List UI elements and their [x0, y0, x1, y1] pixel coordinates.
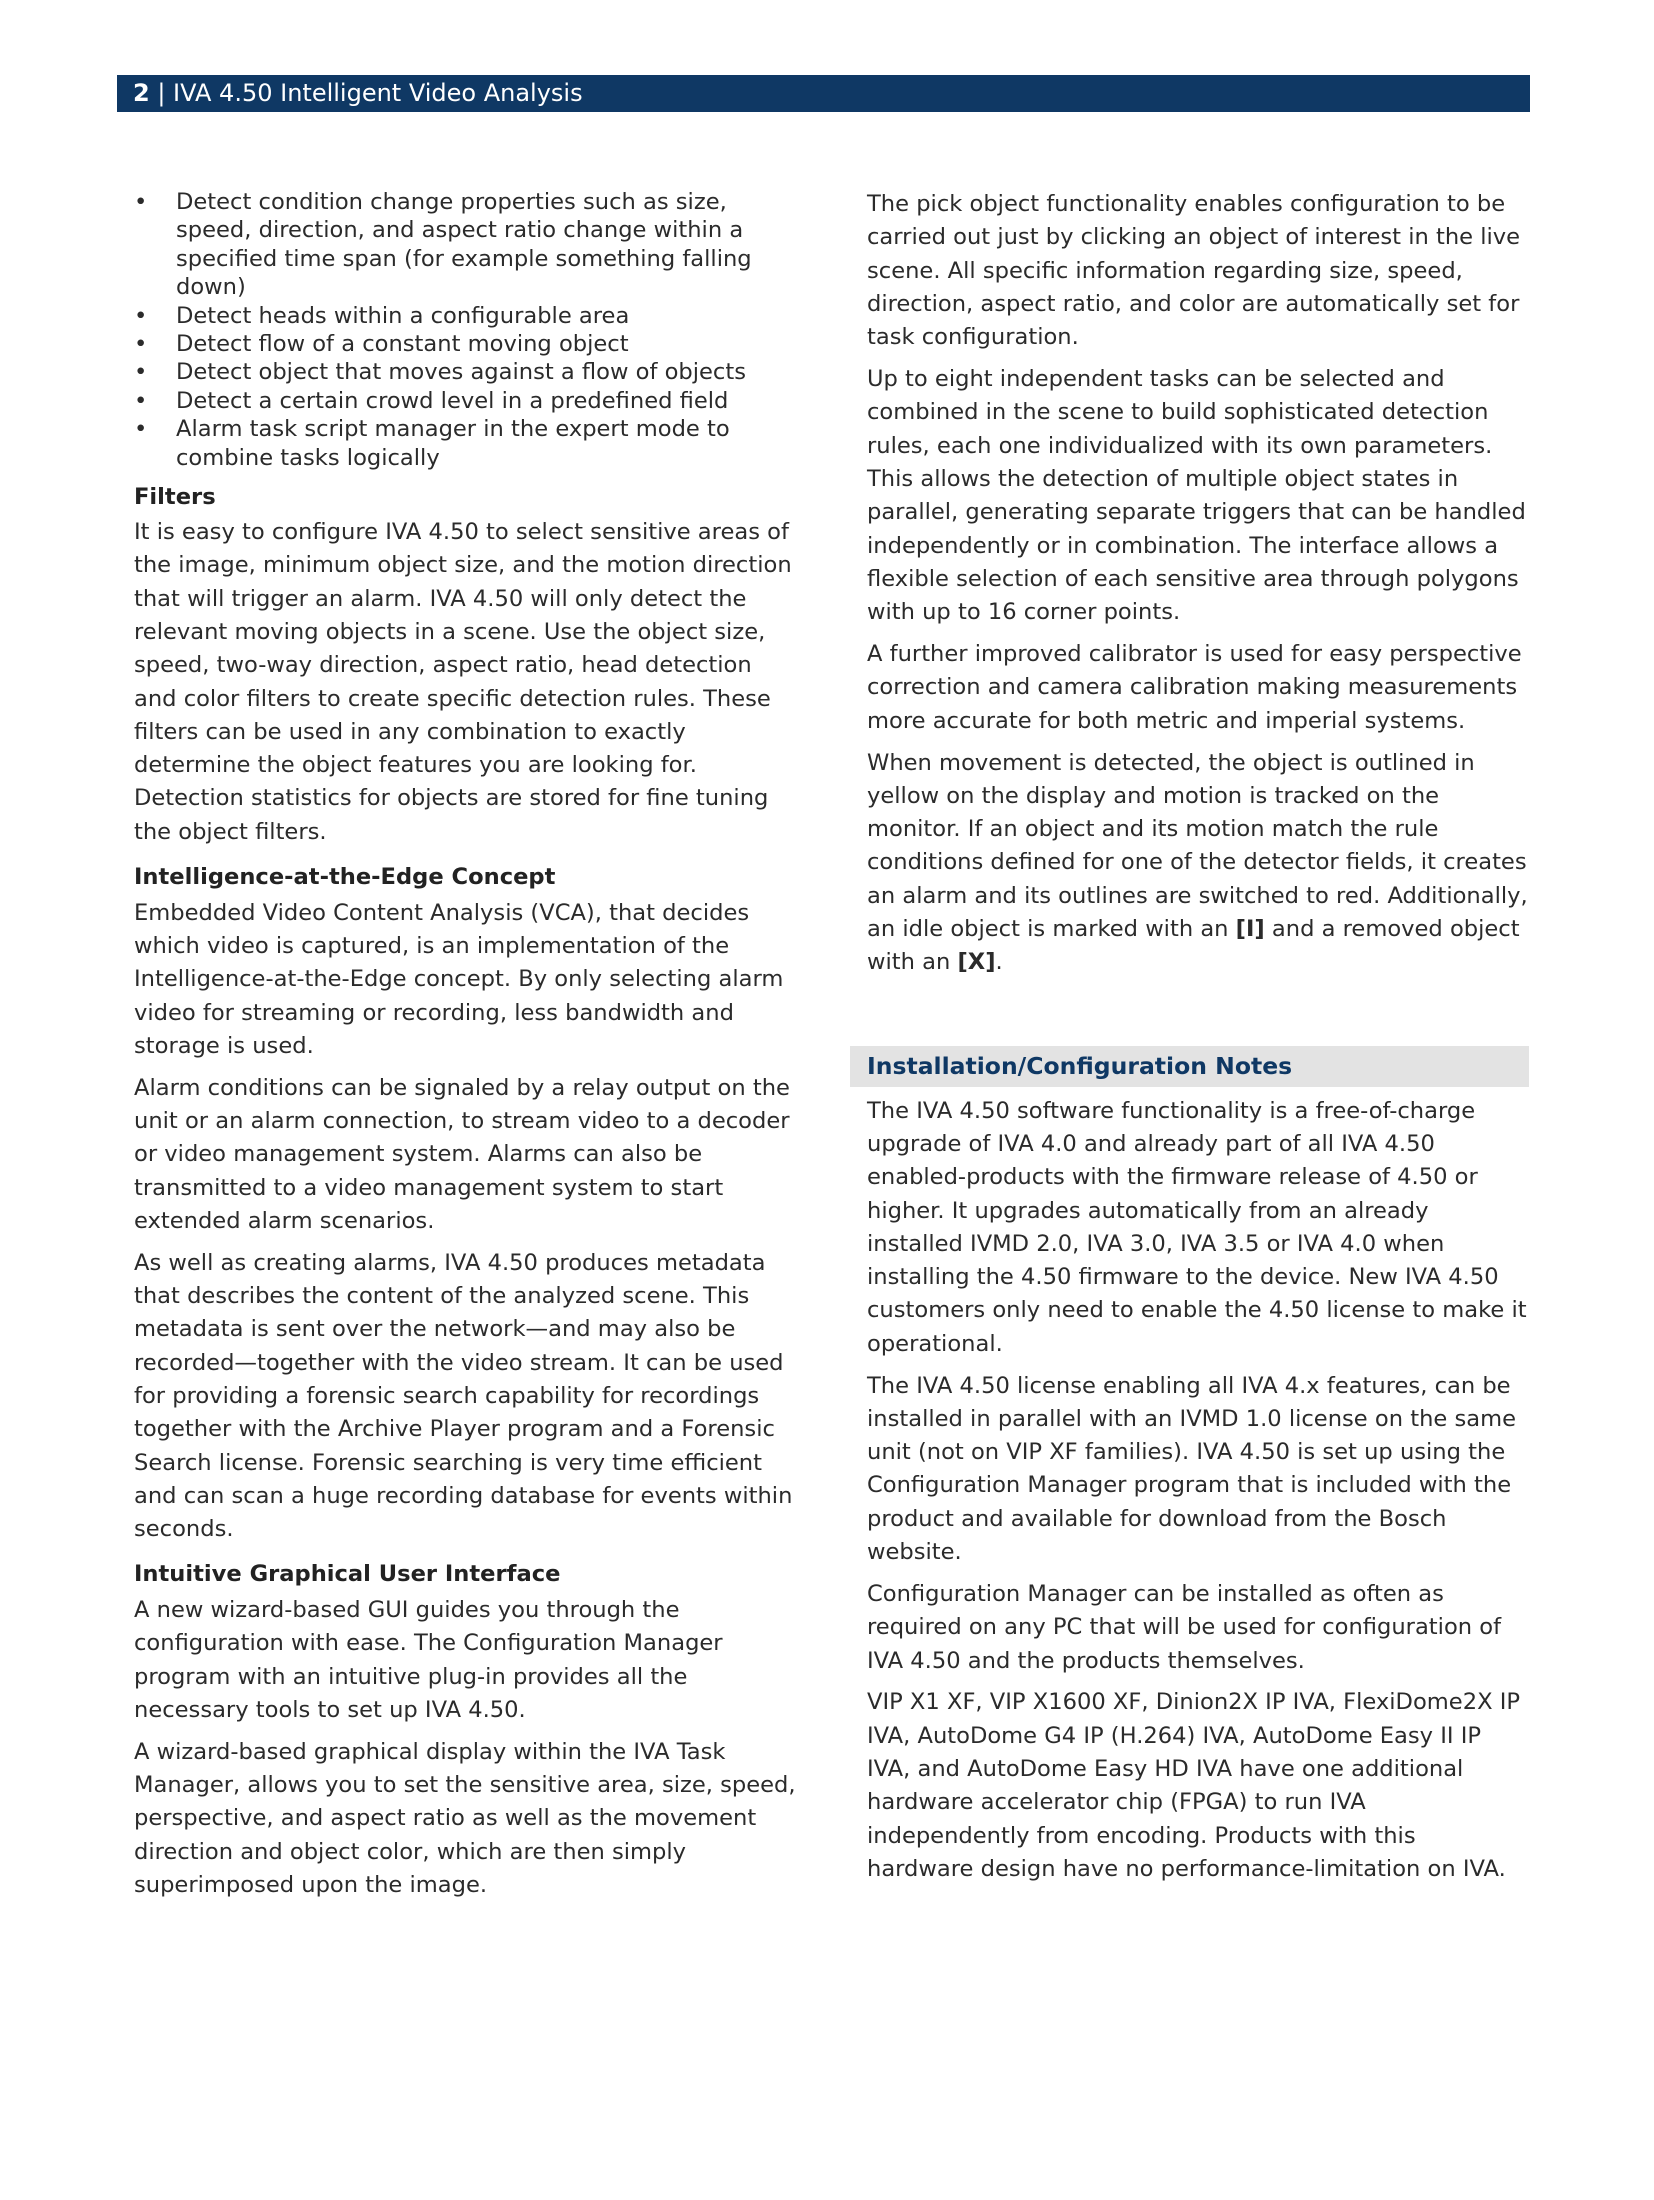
list-item: • Detect object that moves against a flow of objects [134, 358, 799, 386]
list-item: • Alarm task script manager in the expert mode to combine tasks logically [134, 415, 799, 472]
installation-paragraph-1: The IVA 4.50 software functionality is a free-of-charge upgrade of IVA 4.0 and already part of all IVA 4.50 enabled-products with the firmware release of 4.50 or higher. It upgrades automatically from an already installed IVMD 2.0, IVA 3.0, IVA 3.5 or IVA 4.0 when installing the 4.50 firmware to the device. New IVA 4.50 customers only need to enable the 4.50 license to make it operational. [867, 1097, 1527, 1357]
left-column [134, 188, 799, 1911]
gui-heading: Intuitive Graphical User Interface [134, 1561, 561, 1588]
list-item: • Detect flow of a constant moving object [134, 330, 799, 358]
right-column [867, 188, 1529, 1895]
edge-concept-paragraph-2: Alarm conditions can be signaled by a relay output on the unit or an alarm connection, to stream video to a decoder or video management system. Alarms can also be transmitted to a video management system to start extended alarm scenarios. [134, 1074, 790, 1234]
installation-section-heading: Installation/Configuration Notes [850, 1046, 1529, 1087]
movement-paragraph [867, 747, 1529, 980]
calibrator-paragraph: A further improved calibrator is used for easy perspective correction and camera calibration making measurements more accurate for both metric and imperial systems. [867, 641, 1522, 734]
page-header [117, 75, 1530, 112]
installation-paragraph-4: VIP X1 XF, VIP X1600 XF, Dinion2X IP IVA, FlexiDome2X IP IVA, AutoDome G4 IP (H.264) IVA, AutoDome Easy II IP IVA, and AutoDome Easy HD IVA have one additional hardware accelerator chip (FPGA) to run IVA independently from encoding. Products with this hardware design have no performance-limitation on IVA. [867, 1689, 1521, 1882]
tasks-paragraph: Up to eight independent tasks can be selected and combined in the scene to build sophisticated detection rules, each one individualized with its own parameters. This allows the detection of multiple object states in parallel, generating separate triggers that can be handled independently or in combination. The interface allows a flexible selection of each sensitive area through polygons with up to 16 corner points. [867, 366, 1526, 626]
installation-paragraph-2: The IVA 4.50 license enabling all IVA 4.x features, can be installed in parallel with an IVMD 1.0 license on the same unit (not on VIP XF families). IVA 4.50 is set up using the Configuration Manager program that is included with the product and available for download from the Bosch website. [867, 1372, 1516, 1566]
edge-concept-paragraph-3: As well as creating alarms, IVA 4.50 produces metadata that describes the content of the analyzed scene. This metadata is sent over the network—and may also be recorded—together with the video stream. It can be used for providing a forensic search capability for recordings together with the Archive Player program and a Forensic Search license. Forensic searching is very time efficient and can scan a huge recording database for events within seconds. [134, 1249, 793, 1543]
idle-marker: [I] [1235, 916, 1265, 943]
movement-text-end: . [995, 949, 1003, 976]
filters-paragraph: It is easy to configure IVA 4.50 to select sensitive areas of the image, minimum object size, and the motion direction that will trigger an alarm. IVA 4.50 will only detect the relevant moving objects in a scene. Use the object size, speed, two-way direction, aspect ratio, head detection and color filters to create specific detection rules. These filters can be used in any combination to exactly determine the object features you are looking for. Detection statistics for objects are stored for fine tuning the object filters. [134, 519, 792, 845]
list-item: • Detect heads within a configurable area [134, 302, 799, 330]
pick-object-paragraph: The pick object functionality enables configuration to be carried out just by clicking an object of interest in the live scene. All specific information regarding size, speed, direction, aspect ratio, and color are automatically set for task configuration. [867, 191, 1521, 351]
document-title: IVA 4.50 Intelligent Video Analysis [173, 79, 583, 107]
movement-text-mid: and a removed object with an [867, 916, 1520, 976]
list-item: • Detect condition change properties such as size, speed, direction, and aspect ratio change within a specified time span (for example something falling down) [134, 188, 799, 302]
filters-heading: Filters [134, 484, 216, 511]
page-number: 2 [133, 79, 150, 107]
installation-paragraph-3: Configuration Manager can be installed as often as required on any PC that will be used for configuration of IVA 4.50 and the products themselves. [867, 1580, 1502, 1674]
removed-marker: [X] [957, 949, 996, 976]
feature-list [134, 188, 799, 472]
gui-paragraph-1: A new wizard-based GUI guides you through the configuration with ease. The Configuration Manager program with an intuitive plug-in provides all the necessary tools to set up IVA 4.50. [134, 1597, 723, 1723]
edge-concept-heading: Intelligence-at-the-Edge Concept [134, 863, 556, 890]
header-separator: | [149, 79, 174, 107]
movement-text: When movement is detected, the object is outlined in yellow on the display and motion is tracked on the monitor. If an object and its motion match the rule conditions defined for one of the detector fields, it creates an alarm and its outlines are switched to red. Additionally, an idle object is marked with an [867, 749, 1528, 943]
list-item: • Detect a certain crowd level in a predefined field [134, 387, 799, 415]
gui-paragraph-2: A wizard-based graphical display within the IVA Task Manager, allows you to set the sensitive area, size, speed, perspective, and aspect ratio as well as the movement direction and object color, which are then simply superimposed upon the image. [134, 1738, 796, 1899]
edge-concept-paragraph-1: Embedded Video Content Analysis (VCA), that decides which video is captured, is an implementation of the Intelligence-at-the-Edge concept. By only selecting alarm video for streaming or recording, less bandwidth and storage is used. [134, 899, 784, 1059]
